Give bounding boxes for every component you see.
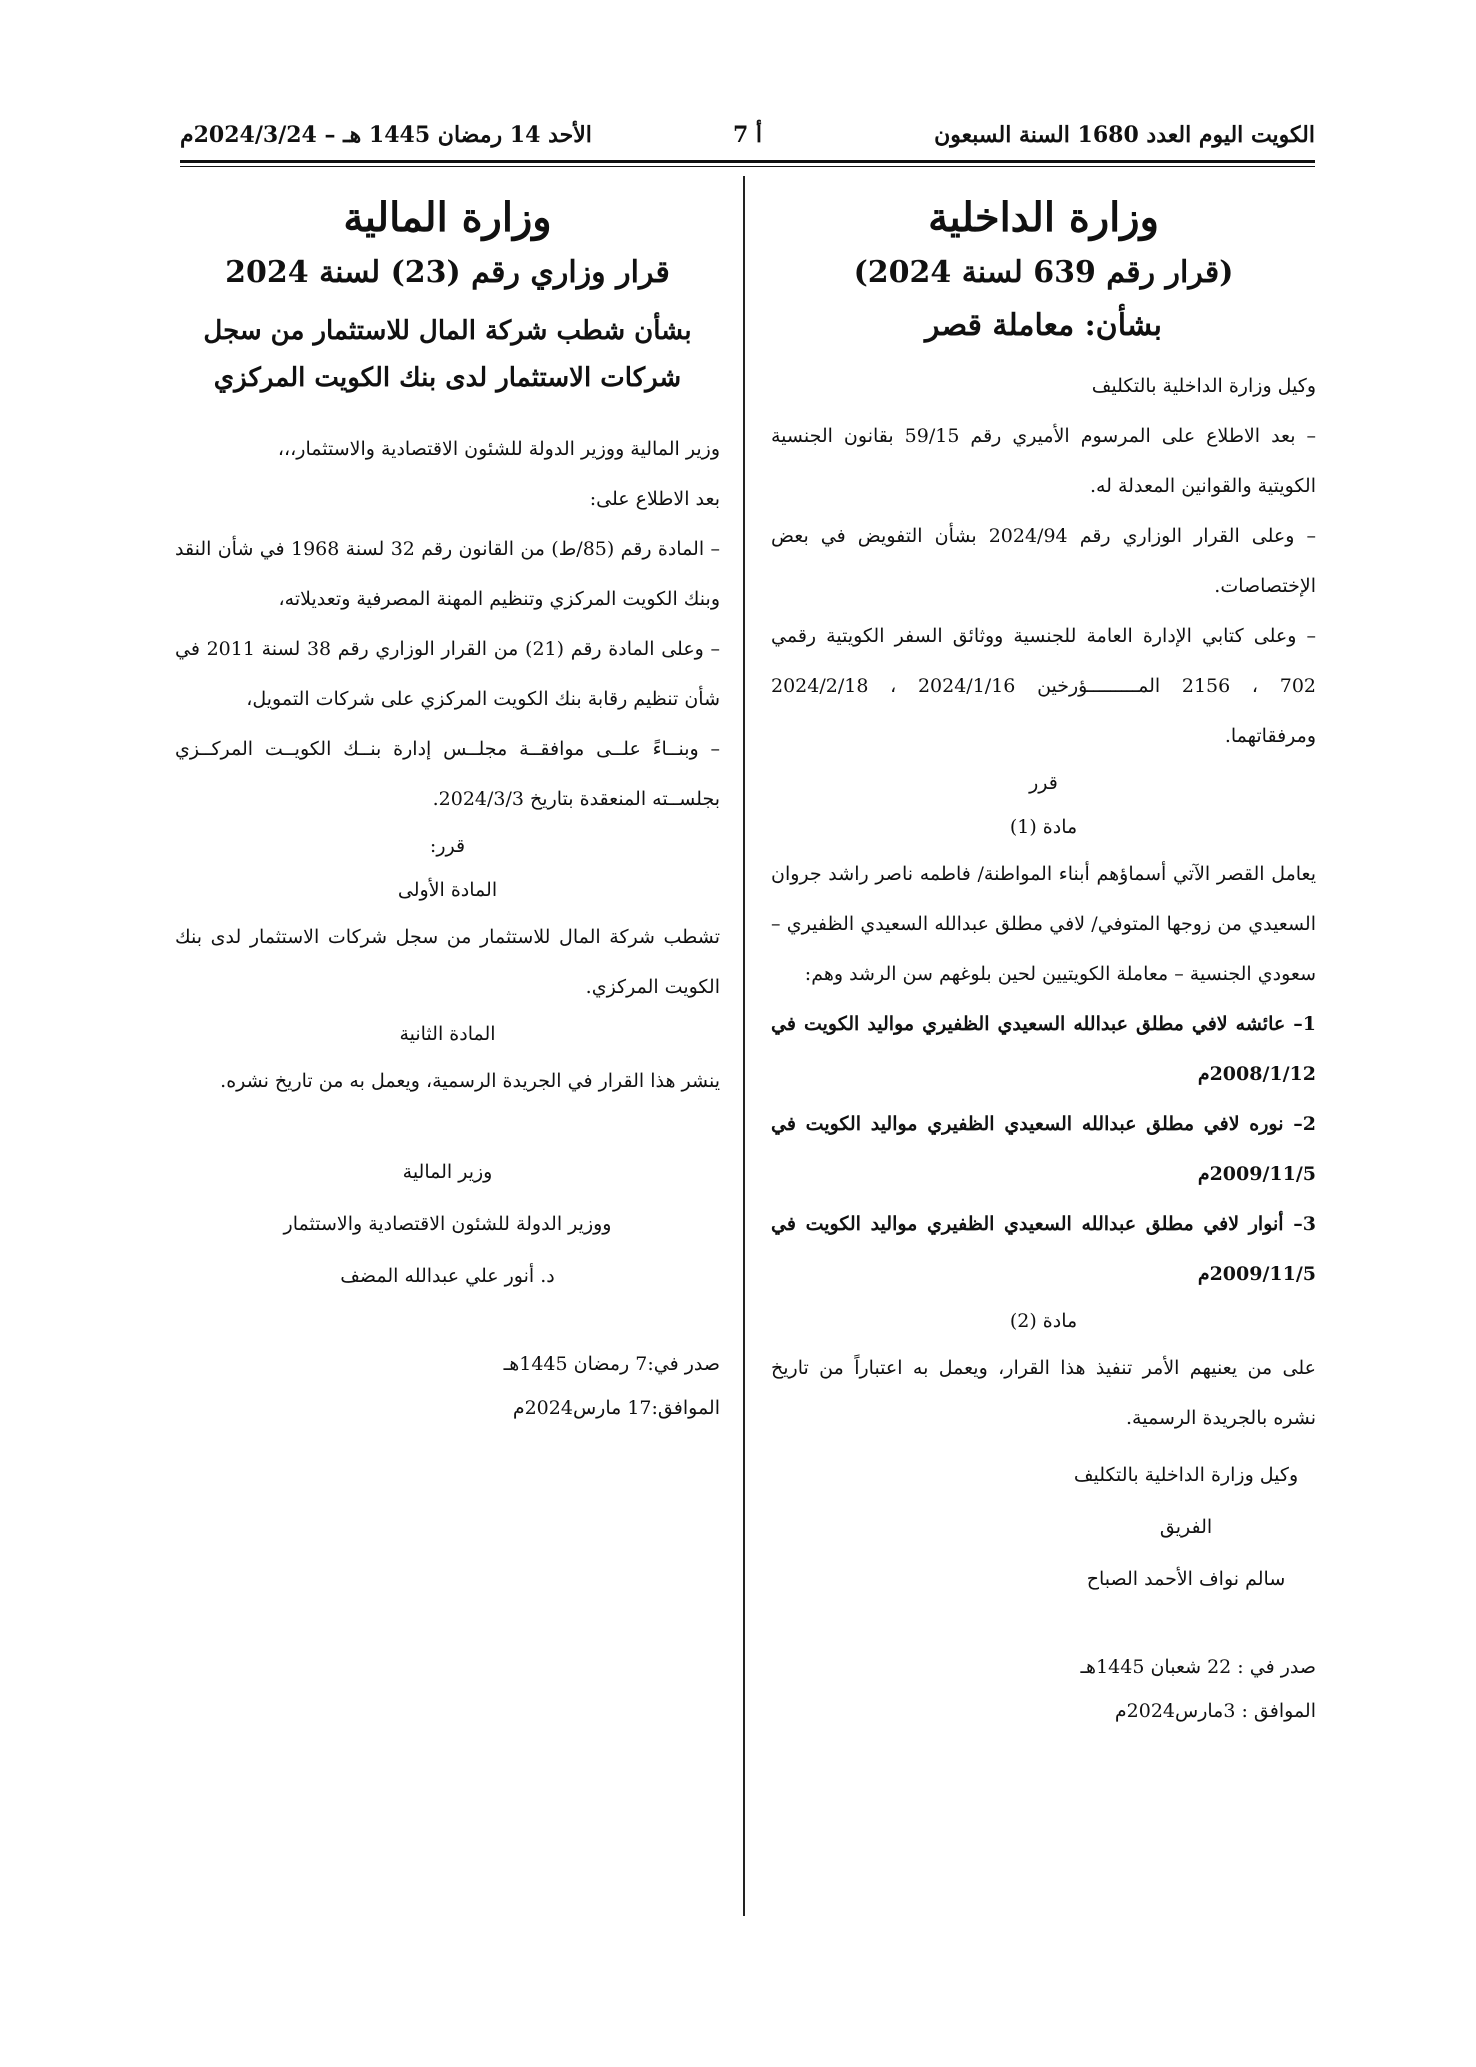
header-issue: الكويت اليوم العدد 1680 السنة السبعون [934, 122, 1315, 148]
decision-number: قرار وزاري رقم (23) لسنة 2024 [225, 255, 670, 290]
preamble-3: – وعلى كتابي الإدارة العامة للجنسية ووثائق السفر الكويتية رقمي 702 ، 2156 المـــــــــؤرخين 2024/1/16 ، 2024/2/18 ومرفقاتهما. [771, 625, 1317, 747]
preamble-1: – المادة رقم (85/ط) من القانون رقم 32 لسنة 1968 في شأن النقد وبنك الكويت المركزي وتنظيم المهنة المصرفية وتعديلاته، [175, 537, 720, 610]
header-rule [180, 160, 1315, 163]
signature-title: وكيل وزارة الداخلية بالتكليف [1073, 1464, 1299, 1486]
signature-title-2: ووزير الدولة للشئون الاقتصادية والاستثمار [283, 1212, 612, 1235]
signature-title: وزير المالية [402, 1160, 493, 1183]
minor-item-2: 2– نوره لافي مطلق عبدالله السعيدي الظفيري مواليد الكويت في 2009/11/5م [771, 1113, 1316, 1185]
issuer-line: وزير المالية ووزير الدولة للشئون الاقتصادية والاستثمار،،، [277, 437, 720, 460]
signature-name: د. أنور علي عبدالله المضف [340, 1264, 555, 1287]
after-review-line: بعد الاطلاع على: [589, 487, 720, 510]
finance-ministry-column [175, 180, 720, 1430]
ministry-title: وزارة الداخلية [928, 194, 1159, 241]
preamble-2: – وعلى القرار الوزاري رقم 2024/94 بشأن التفويض في بعض الإختصاصات. [771, 525, 1316, 597]
article-1-heading: مادة (1) [1009, 816, 1078, 838]
issued-date: صدر في : 22 شعبان 1445هـ [1080, 1656, 1316, 1678]
signature-rank: الفريق [1159, 1516, 1213, 1538]
signature-block [1056, 1449, 1316, 1605]
interior-ministry-column [771, 180, 1316, 1733]
article-2-heading: مادة (2) [1009, 1310, 1078, 1332]
ministry-title: وزارة المالية [343, 194, 552, 241]
header-rule-thin [180, 166, 1315, 167]
article-2-text: ينشر هذا القرار في الجريدة الرسمية، ويعمل به من تاريخ نشره. [220, 1069, 720, 1092]
article-1-heading: المادة الأولى [397, 878, 498, 901]
decision-subject: بشأن: معاملة قصر [925, 308, 1162, 343]
decision-subject: بشأن شطب شركة المال للاستثمار من سجل شركات الاستثمار لدى بنك الكويت المركزي [203, 316, 692, 393]
decided-label: قرر: [429, 834, 466, 857]
signature-name: سالم نواف الأحمد الصباح [1086, 1568, 1286, 1590]
page-header [180, 118, 1315, 154]
header-page-number: أ 7 [732, 122, 763, 148]
minor-item-3: 3– أنوار لافي مطلق عبدالله السعيدي الظفيري مواليد الكويت في 2009/11/5م [771, 1213, 1316, 1285]
article-2-text: على من يعنيهم الأمر تنفيذ هذا القرار، ويعمل به اعتباراً من تاريخ نشره بالجريدة الرسمية. [771, 1357, 1316, 1429]
decided-label: قرر [1029, 772, 1058, 794]
signature-block [175, 1146, 720, 1302]
corresponding-date: الموافق:17 مارس2024م [512, 1396, 720, 1419]
article-2-heading: المادة الثانية [399, 1022, 496, 1045]
issued-date: صدر في:7 رمضان 1445هـ [503, 1352, 720, 1375]
article-1-text: يعامل القصر الآتي أسماؤهم أبناء المواطنة/ فاطمه ناصر راشد جروان السعيدي من زوجها المتوفي/ لافي مطلق عبدالله السعيدي الظفيري – سعودي الجنسية – معاملة الكويتيين لحين بلوغهم سن الرشد وهم: [771, 863, 1316, 985]
decision-number: (قرار رقم 639 لسنة 2024) [853, 255, 1234, 290]
header-date: الأحد 14 رمضان 1445 هـ – 2024/3/24م [180, 122, 592, 148]
preamble-2: – وعلى المادة رقم (21) من القرار الوزاري رقم 38 لسنة 2011 في شأن تنظيم رقابة بنك الكويت المركزي على شركات التمويل، [175, 637, 720, 710]
column-divider [743, 176, 745, 1916]
article-1-text: تشطب شركة المال للاستثمار من سجل شركات الاستثمار لدى بنك الكويت المركزي. [175, 925, 720, 998]
preamble-3: – وبنــاءً علــى موافقــة مجلــس إدارة بنــك الكويــت المركــزي بجلســته المنعقدة بتاريخ 2024/3/3. [175, 737, 720, 810]
preamble-1: – بعد الاطلاع على المرسوم الأميري رقم 59/15 بقانون الجنسية الكويتية والقوانين المعدلة له. [771, 425, 1316, 497]
corresponding-date: الموافق : 3مارس2024م [1114, 1700, 1316, 1722]
issuer-line: وكيل وزارة الداخلية بالتكليف [1091, 375, 1316, 397]
minor-item-1: 1– عائشه لافي مطلق عبدالله السعيدي الظفيري مواليد الكويت في 2008/1/12م [771, 1013, 1316, 1085]
